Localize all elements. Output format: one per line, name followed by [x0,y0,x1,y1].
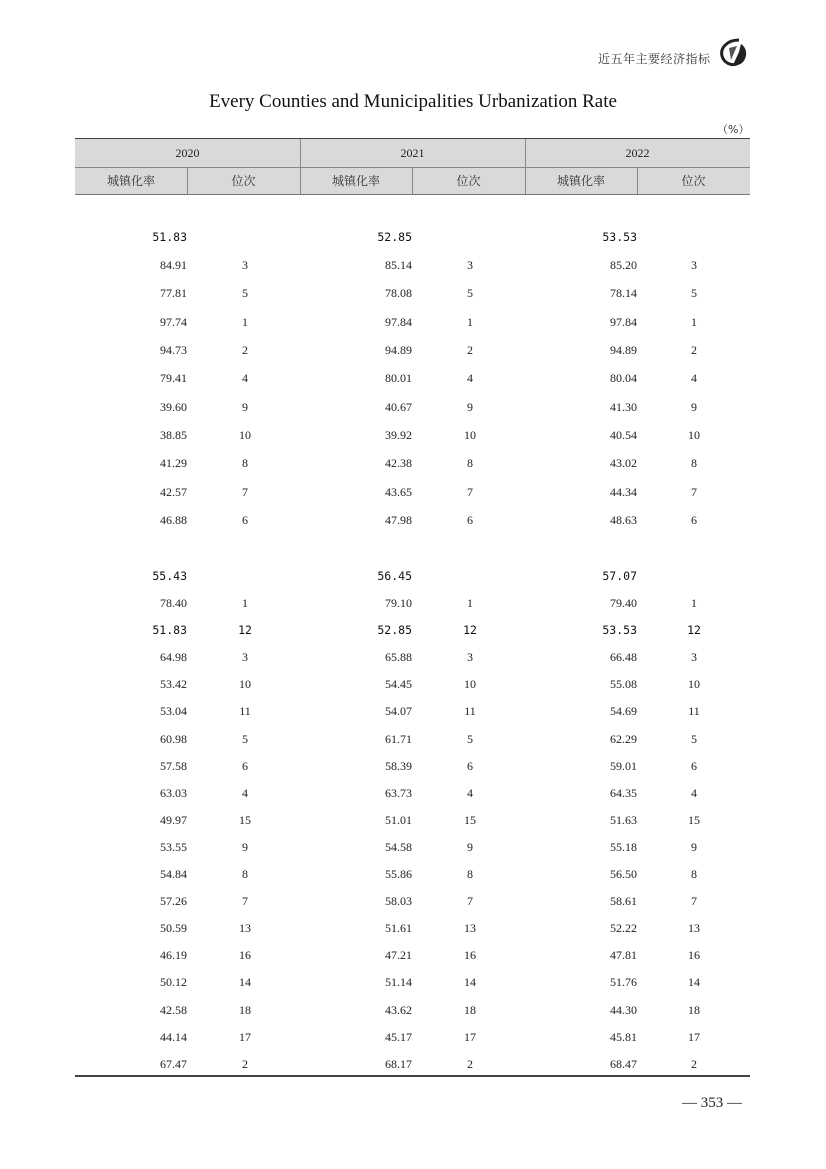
rate-cell: 54.58 [385,839,412,854]
rank-cell: 10 [688,428,700,443]
rank-cell: 1 [242,596,248,610]
rank-cell: 9 [242,399,248,414]
rank-cell: 7 [691,484,697,499]
rank-cell: 5 [467,286,473,301]
unit-label: （%） [717,123,750,136]
rank-cell: 6 [242,513,248,528]
rank-cell: 13 [464,921,476,936]
rank-header: 位次 [231,174,256,188]
rank-cell: 8 [691,456,697,471]
rate-cell: 55.86 [385,867,412,881]
rate-cell: 47.98 [385,513,412,528]
rank-cell: 3 [467,650,473,665]
rank-cell: 5 [691,286,697,301]
rank-cell: 7 [242,484,248,499]
rank-cell: 2 [691,343,697,358]
rate-cell: 79.41 [160,371,187,386]
rate-cell: 47.81 [610,948,637,963]
rate-cell: 57.58 [160,758,187,773]
rank-cell: 8 [242,867,248,881]
rank-cell: 16 [464,948,476,963]
rank-cell: 18 [464,1002,476,1017]
rate-cell: 63.03 [160,785,187,800]
rate-cell: 66.48 [610,650,637,665]
rank-cell: 2 [242,343,248,358]
rate-cell: 97.84 [610,314,637,329]
rank-cell: 12 [687,623,701,638]
rate-cell: 40.67 [385,399,412,414]
rate-cell: 49.97 [160,812,187,827]
rank-cell: 16 [688,948,700,963]
rate-cell: 53.42 [160,677,187,692]
total-rate-cell: 57.07 [602,569,637,583]
rate-cell: 53.55 [160,839,187,854]
rank-cell: 1 [467,314,473,329]
rate-cell: 55.18 [610,839,637,854]
rate-cell: 67.47 [160,1056,187,1071]
rate-cell: 60.98 [160,731,187,746]
rank-cell: 18 [239,1002,251,1017]
rate-cell: 51.76 [610,975,637,990]
rank-cell: 2 [467,1056,473,1071]
rate-cell: 51.01 [385,812,412,827]
rank-cell: 11 [688,704,700,719]
rank-cell: 7 [691,894,697,909]
rate-cell: 39.60 [160,399,187,414]
rank-cell: 8 [467,456,473,471]
rate-cell: 64.98 [160,650,187,665]
rank-cell: 10 [688,677,700,692]
rank-cell: 11 [464,704,476,719]
rate-cell: 51.61 [385,921,412,936]
rate-cell: 78.14 [610,286,637,301]
rate-cell: 64.35 [610,785,637,800]
rate-cell: 54.69 [610,704,637,719]
rank-cell: 9 [242,839,248,854]
rank-cell: 3 [242,258,248,272]
rank-cell: 1 [467,596,473,610]
rank-cell: 10 [239,677,251,692]
rate-cell: 42.57 [160,484,187,499]
rank-cell: 17 [239,1029,251,1044]
rank-cell: 5 [467,731,473,746]
rank-cell: 4 [691,371,697,386]
rank-cell: 10 [464,677,476,692]
rank-cell: 2 [467,343,473,358]
rank-cell: 9 [691,839,697,854]
rank-cell: 13 [688,921,700,936]
rank-cell: 12 [238,623,252,638]
rank-cell: 1 [691,596,697,610]
rank-cell: 14 [239,975,251,990]
rank-cell: 3 [242,650,248,665]
rank-cell: 9 [467,399,473,414]
rate-cell: 43.62 [385,1002,412,1017]
rate-cell: 43.65 [385,484,412,499]
rate-cell: 78.40 [160,596,187,610]
rank-cell: 16 [239,948,251,963]
rate-cell: 44.14 [160,1029,187,1044]
rate-cell: 58.03 [385,894,412,909]
rank-cell: 8 [691,867,697,881]
rate-cell: 43.02 [610,456,637,471]
total-rate-cell: 56.45 [377,569,412,583]
rank-cell: 14 [688,975,700,990]
rate-cell: 85.14 [385,258,412,272]
rate-header: 城镇化率 [331,174,380,188]
rank-cell: 5 [242,731,248,746]
rank-cell: 6 [467,758,473,773]
rate-cell: 58.39 [385,758,412,773]
rank-cell: 9 [467,839,473,854]
rate-cell: 79.10 [385,596,412,610]
rank-cell: 5 [691,731,697,746]
page-number: — 353 — [682,1095,742,1111]
rate-cell: 94.73 [160,343,187,358]
rate-cell: 54.07 [385,704,412,719]
rate-cell: 39.92 [385,428,412,443]
rate-cell: 80.01 [385,371,412,386]
rate-cell: 52.85 [377,623,412,638]
rank-cell: 18 [688,1002,700,1017]
rate-cell: 55.08 [610,677,637,692]
rank-cell: 2 [242,1056,248,1071]
rate-cell: 62.29 [610,731,637,746]
rate-cell: 57.26 [160,894,187,909]
rate-cell: 41.29 [160,456,187,471]
rate-header: 城镇化率 [106,174,155,188]
rate-cell: 45.17 [385,1029,412,1044]
rate-header: 城镇化率 [556,174,605,188]
rate-cell: 84.91 [160,258,187,272]
rank-cell: 17 [464,1029,476,1044]
rate-cell: 48.63 [610,513,637,528]
rank-cell: 1 [691,314,697,329]
rate-cell: 46.88 [160,513,187,528]
rank-cell: 15 [688,812,700,827]
rate-cell: 78.08 [385,286,412,301]
rank-cell: 15 [239,812,251,827]
page-title: Every Counties and Municipalities Urbanization Rate [209,91,617,112]
total-rate-cell: 55.43 [152,569,187,583]
year-header-2020: 2020 [175,146,200,160]
rank-cell: 4 [691,785,697,800]
rate-cell: 47.21 [385,948,412,963]
rank-cell: 6 [691,513,697,528]
rate-cell: 61.71 [385,731,412,746]
year-header-2022: 2022 [625,146,650,160]
rate-cell: 53.53 [602,623,637,638]
rank-cell: 8 [467,867,473,881]
table-bottom-rule [75,1075,750,1077]
rate-cell: 56.50 [610,867,637,881]
rank-cell: 4 [242,785,248,800]
total-rate-cell: 52.85 [377,230,412,244]
total-rate-cell: 51.83 [152,230,187,244]
rate-cell: 77.81 [160,286,187,301]
rate-cell: 94.89 [385,343,412,358]
rate-cell: 79.40 [610,596,637,610]
rank-cell: 8 [242,456,248,471]
rate-cell: 58.61 [610,894,637,909]
rate-cell: 44.30 [610,1002,637,1017]
rank-cell: 13 [239,921,251,936]
rank-cell: 12 [463,623,477,638]
rank-cell: 10 [464,428,476,443]
rate-cell: 46.19 [160,948,187,963]
rank-cell: 9 [691,399,697,414]
rank-cell: 6 [242,758,248,773]
rank-cell: 4 [467,785,473,800]
year-header-2021: 2021 [400,146,425,160]
rank-cell: 1 [242,314,248,329]
rank-header: 位次 [456,174,481,188]
rate-cell: 45.81 [610,1029,637,1044]
rank-cell: 11 [239,704,251,719]
rate-cell: 63.73 [385,785,412,800]
rate-cell: 42.38 [385,456,412,471]
rank-cell: 6 [467,513,473,528]
rate-cell: 97.74 [160,314,187,329]
rate-cell: 44.34 [610,484,637,499]
rate-cell: 42.58 [160,1002,187,1017]
rank-cell: 17 [688,1029,700,1044]
rate-cell: 51.63 [610,812,637,827]
rate-cell: 40.54 [610,428,637,443]
rate-cell: 80.04 [610,371,637,386]
rank-cell: 7 [467,894,473,909]
rank-cell: 10 [239,428,251,443]
rank-cell: 4 [467,371,473,386]
rank-cell: 15 [464,812,476,827]
rate-cell: 51.14 [385,975,412,990]
rank-header: 位次 [681,174,706,188]
rank-cell: 6 [691,758,697,773]
rank-cell: 7 [467,484,473,499]
rank-cell: 3 [691,650,697,665]
rank-cell: 14 [464,975,476,990]
rate-cell: 59.01 [610,758,637,773]
rank-cell: 7 [242,894,248,909]
rate-cell: 94.89 [610,343,637,358]
rate-cell: 54.84 [160,867,187,881]
rank-cell: 3 [691,258,697,272]
rate-cell: 38.85 [160,428,187,443]
rank-cell: 2 [691,1056,697,1071]
rate-cell: 41.30 [610,399,637,414]
rate-cell: 97.84 [385,314,412,329]
rate-cell: 52.22 [610,921,637,936]
rate-cell: 85.20 [610,258,637,272]
rate-cell: 50.12 [160,975,187,990]
rank-cell: 5 [242,286,248,301]
rate-cell: 50.59 [160,921,187,936]
rank-cell: 3 [467,258,473,272]
total-rate-cell: 53.53 [602,230,637,244]
rate-cell: 53.04 [160,704,187,719]
running-head: 近五年主要经济指标 [598,52,711,66]
rate-cell: 68.17 [385,1056,412,1071]
rank-cell: 4 [242,371,248,386]
rate-cell: 65.88 [385,650,412,665]
rate-cell: 68.47 [610,1056,637,1071]
rate-cell: 51.83 [152,623,187,638]
rate-cell: 54.45 [385,677,412,692]
